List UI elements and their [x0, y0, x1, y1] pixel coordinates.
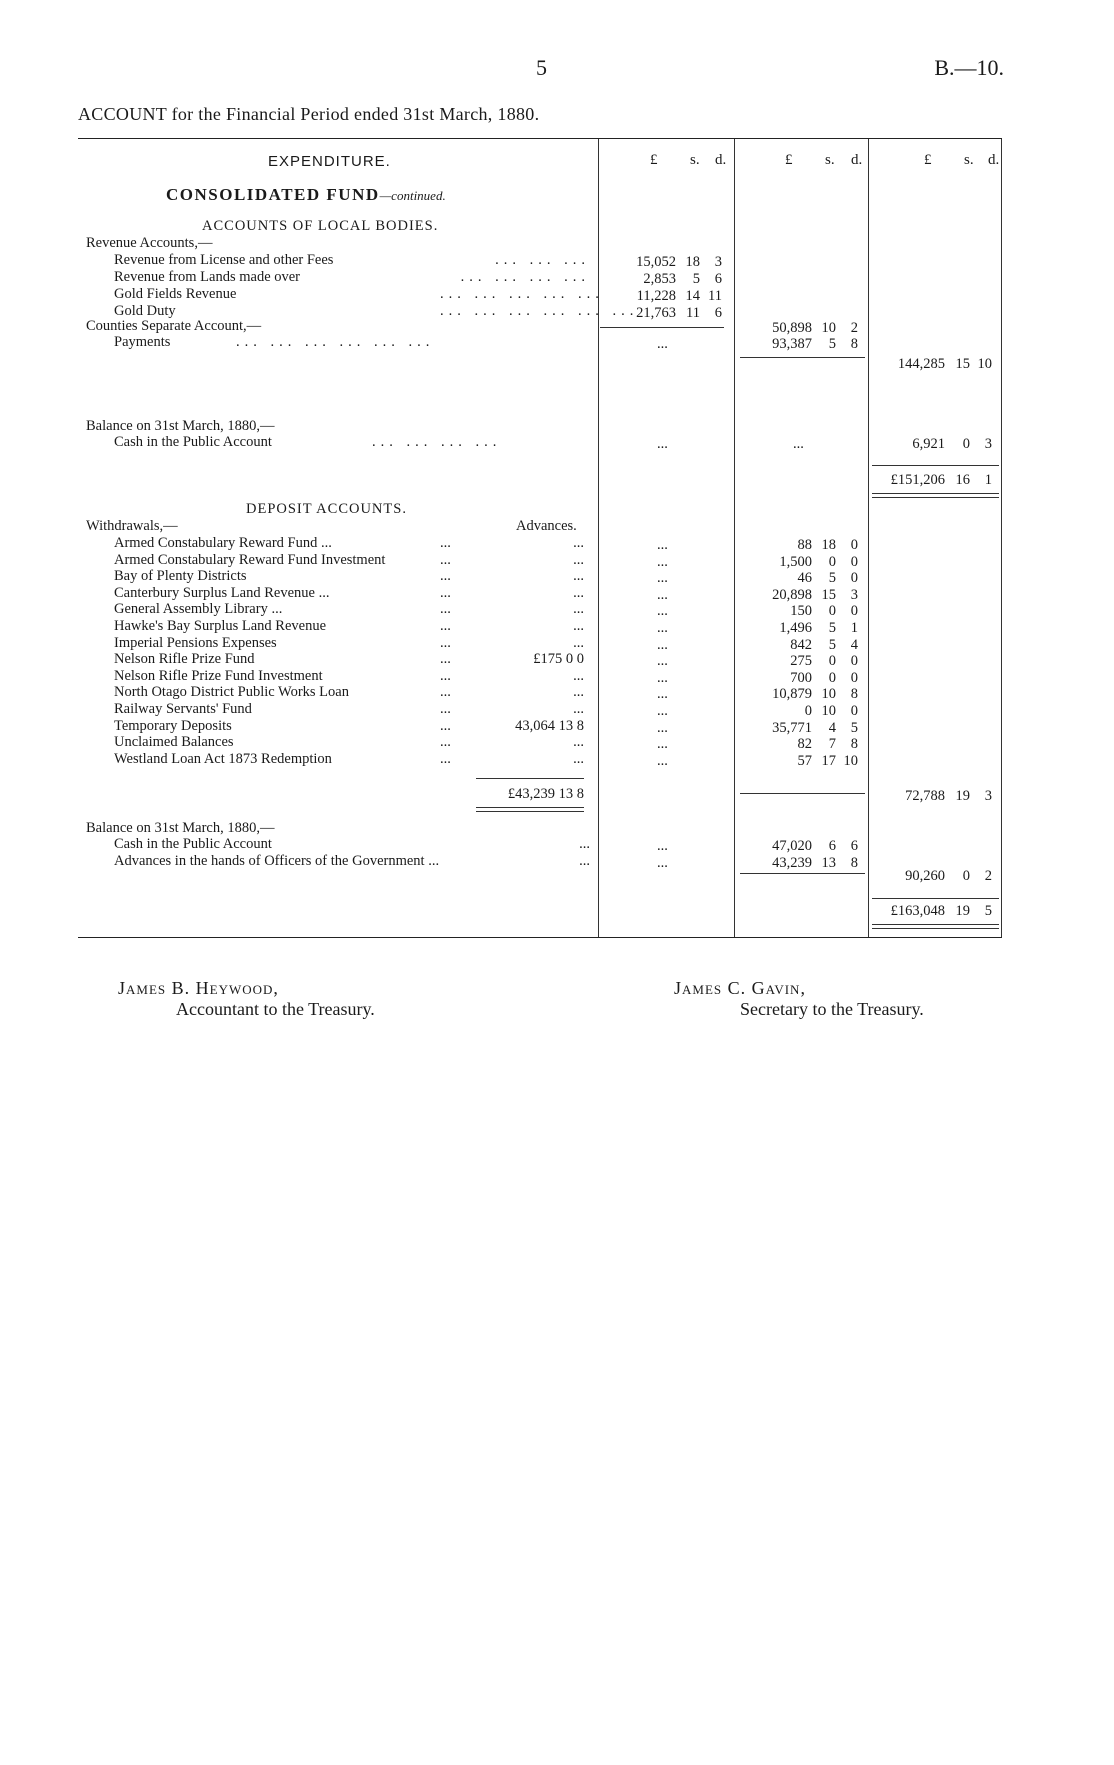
deposit-advance: ...	[573, 750, 584, 767]
leader-dots: ...	[440, 734, 451, 751]
deposit-col1-dots: ...	[657, 653, 668, 670]
consolidated-continued: —continued.	[379, 188, 446, 203]
deposit-item-label: General Assembly Library ...	[114, 601, 283, 618]
deposit-col1-dots: ...	[657, 603, 668, 620]
deposit-item-pence: 0	[850, 570, 858, 587]
deposit-item-pence: 10	[843, 752, 858, 769]
col1-shilling-header: s.	[690, 152, 700, 168]
deposit-advance: ...	[573, 667, 584, 684]
deposit-item-pence: 8	[850, 736, 858, 753]
deposit-item-pence: 0	[850, 537, 858, 553]
deposit-item-label: Canterbury Surplus Land Revenue ...	[114, 584, 330, 601]
deposit-col1-dots: ...	[657, 686, 668, 703]
revenue-item-shillings: 14	[685, 288, 700, 304]
col2-pence-header: d.	[851, 152, 863, 168]
deposit-item-pounds: 842	[790, 636, 812, 653]
grand-total-pounds: £163,048	[890, 903, 945, 919]
rule	[872, 465, 999, 466]
page-title: ACCOUNT for the Financial Period ended 31st March, 1880.	[78, 104, 540, 124]
deposit-advance: ...	[573, 584, 584, 601]
deposit-advance: ...	[573, 601, 584, 618]
leader-dots: ...	[440, 568, 451, 585]
rule	[476, 778, 584, 779]
payments-col1-dots: ...	[657, 336, 668, 352]
balance2-subtotal-pence: 2	[984, 868, 992, 884]
balance1-label: Balance on 31st March, 1880,—	[86, 418, 275, 434]
leader-dots: ...	[440, 601, 451, 618]
leader-dots: ...	[440, 750, 451, 767]
deposit-item-shillings: 17	[821, 752, 836, 769]
deposit-item-pounds: 35,771	[772, 719, 812, 736]
deposit-item-label: Nelson Rifle Prize Fund	[114, 651, 255, 668]
double-rule	[872, 924, 999, 929]
leader-dots: ...	[440, 667, 451, 684]
col3-shilling-header: s.	[964, 152, 974, 168]
deposit-item-pounds: 82	[797, 736, 812, 753]
deposit-item-label: Nelson Rifle Prize Fund Investment	[114, 667, 323, 684]
deposit-item-pence: 1	[850, 620, 858, 636]
payments-pounds: 93,387	[772, 336, 812, 352]
revenue-item-pounds: 2,853	[643, 271, 676, 287]
deposit-item-pounds: 46	[797, 570, 812, 587]
counties-total-pounds: 50,898	[772, 320, 812, 336]
local-bodies-subtotal-shillings: 15	[955, 356, 970, 372]
revenue-item-shillings: 11	[686, 305, 700, 321]
deposit-advance: ...	[573, 618, 584, 634]
deposit-item-pounds: 88	[797, 537, 812, 553]
deposit-col1-dots: ...	[657, 719, 668, 736]
deposit-item-pounds: 1,496	[779, 620, 812, 636]
balance2-col1-dots: ...	[657, 838, 668, 854]
deposit-item-pence: 0	[850, 553, 858, 570]
balance1-total-pounds: £151,206	[890, 472, 945, 488]
revenue-item-pence: 3	[714, 254, 722, 270]
deposit-item-label: Temporary Deposits	[114, 717, 232, 734]
deposit-item-label: North Otago District Public Works Loan	[114, 684, 349, 701]
deposit-col1-dots: ...	[657, 703, 668, 719]
deposit-heading: DEPOSIT ACCOUNTS.	[246, 501, 407, 517]
deposit-subtotal-pounds: 72,788	[905, 788, 945, 804]
leader-dots: ...	[579, 852, 590, 869]
deposit-item-pence: 8	[850, 686, 858, 703]
deposit-item-pence: 0	[850, 703, 858, 719]
revenue-item-label: Revenue from Lands made over	[114, 269, 301, 285]
deposit-item-label: Hawke's Bay Surplus Land Revenue	[114, 618, 327, 634]
deposit-advance: 43,064 13 8	[515, 717, 584, 734]
balance2-item-pence: 8	[850, 854, 858, 871]
col2-pound-header: £	[785, 152, 793, 168]
deposit-item-shillings: 15	[821, 586, 836, 603]
revenue-item-pounds: 15,052	[636, 254, 676, 270]
leader-dots: ...	[440, 701, 451, 717]
deposit-item-label: Armed Constabulary Reward Fund Investment	[114, 551, 386, 568]
revenue-item-pence: 6	[714, 305, 722, 321]
deposit-item-pence: 0	[850, 603, 858, 620]
revenue-item-pence: 11	[708, 288, 722, 304]
deposit-item-pence: 0	[850, 669, 858, 686]
revenue-item-label: Gold Duty	[114, 303, 176, 319]
balance2-item-pence: 6	[850, 838, 858, 854]
balance1-cash-label: Cash in the Public Account	[114, 434, 272, 450]
revenue-item-pounds: 21,763	[636, 305, 676, 321]
leader-dots: ...	[440, 618, 451, 634]
deposit-item-label: Armed Constabulary Reward Fund ...	[114, 535, 332, 551]
local-bodies-heading: ACCOUNTS OF LOCAL BODIES.	[202, 218, 439, 234]
counties-total-pence: 2	[850, 320, 858, 336]
signature-gavin	[674, 978, 924, 1020]
deposit-subtotal-shillings: 19	[955, 788, 970, 804]
balance1-cash-pence: 3	[984, 436, 992, 452]
balance1-cash-shillings: 0	[962, 436, 970, 452]
balance1-col2-dots: ...	[793, 436, 804, 452]
revenue-item-pounds: 11,228	[636, 288, 676, 304]
deposit-advance: ...	[573, 734, 584, 751]
deposit-advance: ...	[573, 634, 584, 651]
balance1-cash-pounds: 6,921	[912, 436, 945, 452]
rule	[600, 327, 724, 328]
balance1-col1-dots: ...	[657, 436, 668, 452]
col2-shilling-header: s.	[825, 152, 835, 168]
document-reference: B.—10.	[934, 55, 1004, 80]
grand-total-pence: 5	[984, 903, 992, 919]
col1-pound-header: £	[650, 152, 658, 168]
leader-dots: ...	[579, 836, 590, 852]
deposit-advance: ...	[573, 535, 584, 551]
deposit-item-shillings: 4	[828, 719, 836, 736]
payments-leader-dots: ... ... ... ... ... ...	[236, 334, 435, 350]
rule	[740, 793, 865, 794]
deposit-item-shillings: 0	[828, 603, 836, 620]
leader-dots: ... ... ... ... ...	[440, 286, 604, 302]
deposit-advance: ...	[573, 684, 584, 701]
deposit-advance: ...	[573, 568, 584, 585]
rule	[740, 357, 865, 358]
deposit-col1-dots: ...	[657, 752, 668, 769]
deposit-item-pence: 5	[850, 719, 858, 736]
deposit-item-shillings: 0	[828, 653, 836, 670]
deposit-advance: ...	[573, 551, 584, 568]
grand-total-shillings: 19	[955, 903, 970, 919]
deposit-advance: ...	[573, 701, 584, 717]
advances-header: Advances.	[516, 518, 577, 534]
deposit-item-pounds: 20,898	[772, 586, 812, 603]
revenue-item-shillings: 18	[685, 254, 700, 270]
leader-dots: ...	[440, 634, 451, 651]
revenue-item-label: Gold Fields Revenue	[114, 286, 237, 302]
consolidated-heading-text: CONSOLIDATED FUND	[166, 185, 380, 204]
deposit-item-shillings: 0	[828, 669, 836, 686]
deposit-item-label: Unclaimed Balances	[114, 734, 234, 751]
deposit-item-shillings: 7	[828, 736, 836, 753]
double-rule	[476, 807, 584, 812]
balance2-item-shillings: 6	[828, 838, 836, 854]
deposit-col1-dots: ...	[657, 553, 668, 570]
advances-total: £43,239 13 8	[507, 786, 584, 802]
leader-dots: ... ... ...	[495, 252, 590, 268]
balance2-item-label: Advances in the hands of Officers of the Government ...	[114, 852, 440, 869]
page-number: 5	[536, 55, 547, 80]
deposit-col1-dots: ...	[657, 570, 668, 587]
deposit-col1-dots: ...	[657, 537, 668, 553]
balance2-subtotal-pounds: 90,260	[905, 868, 945, 884]
deposit-item-pounds: 700	[790, 669, 812, 686]
deposit-item-pounds: 150	[790, 603, 812, 620]
signature-title: Accountant to the Treasury.	[176, 999, 375, 1019]
leader-dots: ...	[440, 584, 451, 601]
consolidated-heading	[166, 185, 446, 205]
revenue-item-shillings: 5	[692, 271, 700, 287]
column-divider	[1001, 139, 1002, 937]
deposit-item-pounds: 0	[804, 703, 812, 719]
deposit-subtotal-pence: 3	[984, 788, 992, 804]
balance2-label: Balance on 31st March, 1880,—	[86, 820, 275, 836]
column-divider	[868, 139, 869, 937]
deposit-col1-dots: ...	[657, 636, 668, 653]
withdrawals-label: Withdrawals,—	[86, 518, 178, 534]
leader-dots: ...	[440, 684, 451, 701]
leader-dots: ...	[440, 535, 451, 551]
col3-pence-header: d.	[988, 152, 1000, 168]
deposit-col1-dots: ...	[657, 586, 668, 603]
local-bodies-subtotal-pence: 10	[977, 356, 992, 372]
double-rule	[872, 493, 999, 498]
payments-label: Payments	[114, 334, 171, 350]
signature-heywood	[118, 978, 375, 1020]
deposit-item-pounds: 1,500	[779, 553, 812, 570]
leader-dots: ...	[440, 717, 451, 734]
deposit-col1-dots: ...	[657, 669, 668, 686]
balance1-total-shillings: 16	[955, 472, 970, 488]
expenditure-header: EXPENDITURE.	[268, 153, 391, 170]
balance2-item-shillings: 13	[821, 854, 836, 871]
deposit-item-shillings: 10	[821, 686, 836, 703]
leader-dots: ... ... ... ...	[460, 269, 590, 285]
deposit-item-pounds: 57	[797, 752, 812, 769]
deposit-item-shillings: 18	[821, 537, 836, 553]
deposit-advance: £175 0 0	[533, 651, 584, 668]
col1-pence-header: d.	[715, 152, 727, 168]
deposit-item-pence: 3	[850, 586, 858, 603]
balance1-total-pence: 1	[984, 472, 992, 488]
balance2-item-label: Cash in the Public Account	[114, 836, 272, 852]
leader-dots: ...	[440, 551, 451, 568]
deposit-item-shillings: 10	[821, 703, 836, 719]
deposit-item-label: Railway Servants' Fund	[114, 701, 252, 717]
signature-name: James C. Gavin,	[674, 978, 806, 998]
deposit-item-label: Imperial Pensions Expenses	[114, 634, 277, 651]
balance2-item-pounds: 47,020	[772, 838, 812, 854]
deposit-col1-dots: ...	[657, 620, 668, 636]
balance1-leader-dots: ... ... ... ...	[372, 434, 502, 450]
deposit-item-shillings: 5	[828, 636, 836, 653]
deposit-item-label: Bay of Plenty Districts	[114, 568, 247, 585]
rule	[740, 873, 865, 874]
leader-dots: ...	[440, 651, 451, 668]
revenue-item-pence: 6	[714, 271, 722, 287]
local-bodies-subtotal-pounds: 144,285	[897, 356, 945, 372]
deposit-item-pence: 0	[850, 653, 858, 670]
rule	[872, 898, 999, 899]
deposit-item-shillings: 5	[828, 620, 836, 636]
revenue-item-label: Revenue from License and other Fees	[114, 252, 334, 268]
balance2-col1-dots: ...	[657, 854, 668, 871]
deposit-item-label: Westland Loan Act 1873 Redemption	[114, 750, 332, 767]
payments-shillings: 5	[828, 336, 836, 352]
balance2-subtotal-shillings: 0	[962, 868, 970, 884]
deposit-item-pounds: 10,879	[772, 686, 812, 703]
balance2-item-pounds: 43,239	[772, 854, 812, 871]
signature-name: James B. Heywood,	[118, 978, 279, 998]
col3-pound-header: £	[924, 152, 932, 168]
deposit-item-pounds: 275	[790, 653, 812, 670]
counties-label: Counties Separate Account,—	[86, 318, 262, 334]
signature-title: Secretary to the Treasury.	[740, 999, 924, 1019]
counties-total-shillings: 10	[821, 320, 836, 336]
deposit-item-shillings: 0	[828, 553, 836, 570]
leader-dots: ... ... ... ... ... ...	[440, 303, 639, 319]
payments-pence: 8	[850, 336, 858, 352]
deposit-item-shillings: 5	[828, 570, 836, 587]
deposit-col1-dots: ...	[657, 736, 668, 753]
deposit-item-pence: 4	[850, 636, 858, 653]
revenue-accounts-label: Revenue Accounts,—	[86, 235, 213, 251]
